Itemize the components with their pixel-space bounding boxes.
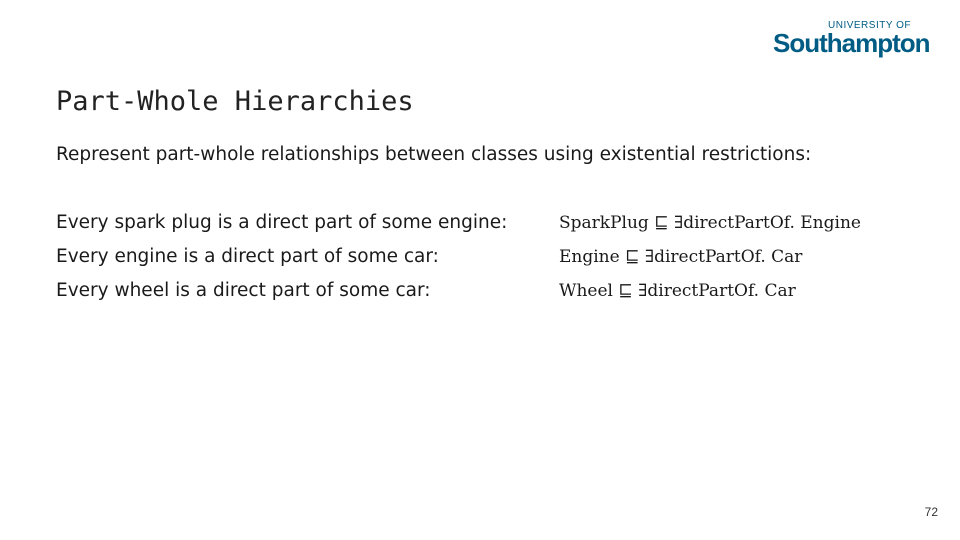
intro-text: Represent part-whole relationships between classes using existential restrictions:	[56, 144, 812, 165]
natural-language-statement: Every wheel is a direct part of some car:	[56, 280, 431, 301]
page-number: 72	[924, 505, 938, 519]
natural-language-statement: Every spark plug is a direct part of some engine:	[56, 212, 508, 233]
logo-top-text: UNIVERSITY OF	[828, 20, 911, 31]
logo-main-text: Southampton	[773, 28, 930, 58]
dl-axiom: SparkPlug ⊑ ∃directPartOf. Engine	[559, 213, 861, 233]
axiom-row	[56, 212, 916, 246]
dl-axiom: Wheel ⊑ ∃directPartOf. Car	[559, 281, 796, 301]
axiom-row	[56, 280, 916, 314]
axiom-list	[56, 212, 916, 314]
slide-title: Part-Whole Hierarchies	[56, 86, 414, 117]
natural-language-statement: Every engine is a direct part of some car:	[56, 246, 439, 267]
university-logo	[773, 20, 930, 58]
dl-axiom: Engine ⊑ ∃directPartOf. Car	[559, 247, 803, 267]
axiom-row	[56, 246, 916, 280]
